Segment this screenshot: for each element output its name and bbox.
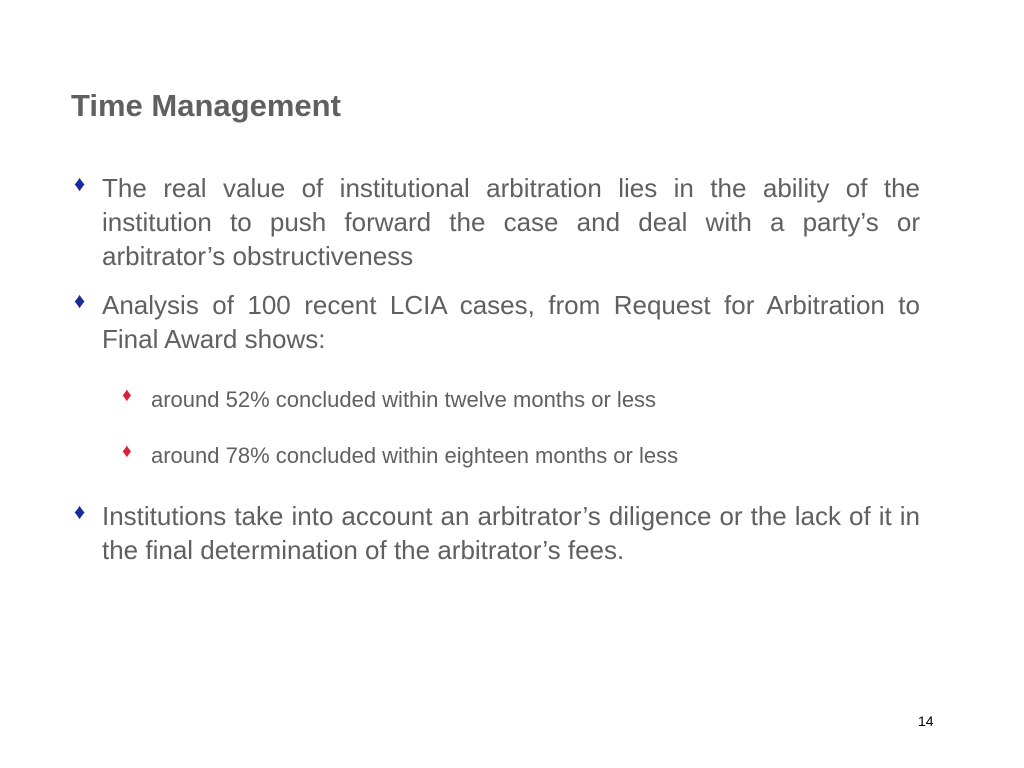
diamond-icon: ♦ [122,385,132,406]
diamond-icon: ♦ [122,441,132,462]
bullet-item [74,171,920,273]
bullet-text: Institutions take into account an arbitrator’s diligence or the lack of it in the final determination of the arbitrator’s fees. [102,501,920,565]
bullet-item [74,499,920,567]
sub-bullet-text: around 78% concluded within eighteen months or less [151,443,679,468]
diamond-icon: ♦ [74,288,86,313]
diamond-icon: ♦ [74,499,86,524]
bullet-text: Analysis of 100 recent LCIA cases, from Request for Arbitration to Final Award shows: [102,290,920,354]
bullet-text: The real value of institutional arbitration lies in the ability of the institution to push forward the case and deal with a party’s or arbitrator’s obstructiveness [102,173,920,271]
slide-title: Time Management [71,88,341,123]
sub-bullet-item [122,386,912,414]
sub-bullet-item [122,442,912,470]
bullet-item [74,288,920,356]
page-number: 14 [918,713,934,729]
sub-bullet-text: around 52% concluded within twelve months or less [151,387,657,412]
diamond-icon: ♦ [74,171,86,196]
